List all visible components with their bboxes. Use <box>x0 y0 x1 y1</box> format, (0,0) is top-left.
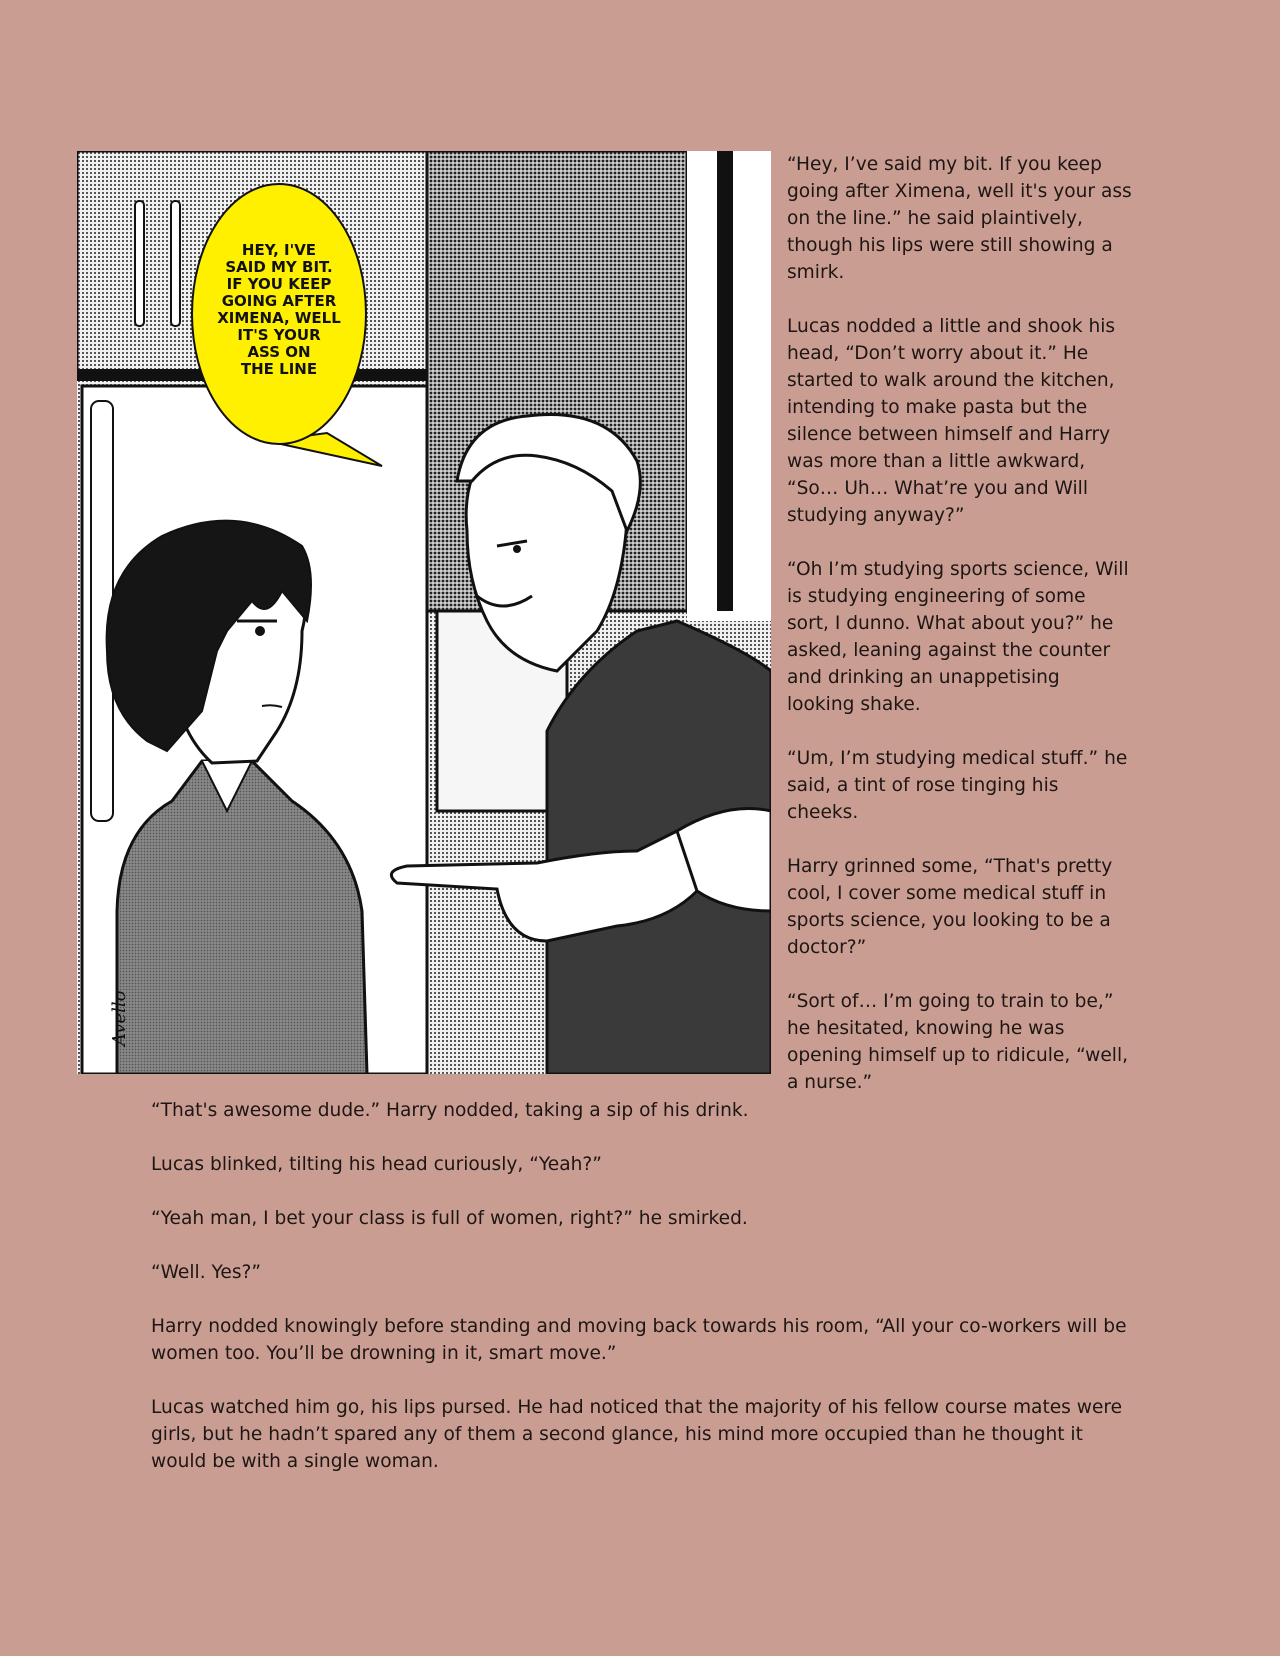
paragraph: Lucas blinked, tilting his head curiously, “Yeah?” <box>151 1154 602 1175</box>
paragraph: “Yeah man, I bet your class is full of women, right?” he smirked. <box>151 1208 748 1229</box>
speech-bubble-line: IT'S YOUR <box>237 326 321 344</box>
paragraph: “Oh I’m studying sports science, Will is studying engineering of some sort, I dunno. What about you?” he asked, leaning against the counter and drinking an unappetising looking shake. <box>787 559 1129 715</box>
speech-bubble-line: GOING AFTER <box>221 292 337 310</box>
svg-text:Avello: Avello <box>109 990 130 1046</box>
paragraph: “Um, I’m studying medical stuff.” he said, a tint of rose tinging his cheeks. <box>787 748 1128 823</box>
paragraph: Harry nodded knowingly before standing and moving back towards his room, “All your co-workers will be women too. You’ll be drowning in it, smart move.” <box>151 1316 1127 1364</box>
side-text-column <box>787 151 1132 1123</box>
paragraph: Lucas watched him go, his lips pursed. He had noticed that the majority of his fellow course mates were girls, but he hadn’t spared any of them a second glance, his mind more occupied than he thought it would be with a single woman. <box>151 1397 1123 1472</box>
speech-bubble-line: ASS ON <box>247 343 311 361</box>
speech-bubble-line: SAID MY BIT. <box>225 258 333 276</box>
paragraph: “Hey, I’ve said my bit. If you keep going after Ximena, well it's your ass on the line.” he said plaintively, though his lips were still showing a smirk. <box>787 154 1132 283</box>
paragraph: Harry grinned some, “That's pretty cool, I cover some medical stuff in sports science, you looking to be a doctor?” <box>787 856 1113 958</box>
artist-signature <box>109 990 130 1048</box>
speech-bubble-line: IF YOU KEEP <box>226 275 332 293</box>
comic-illustration <box>77 151 771 1074</box>
paragraph: Lucas nodded a little and shook his head, “Don’t worry about it.” He started to walk around the kitchen, intending to make pasta but the silence between himself and Harry was more than a little awkward, “So… Uh… What’re you and Will studying anyway?” <box>787 316 1116 526</box>
paragraph: “Sort of… I’m going to train to be,” he hesitated, knowing he was opening himself up to ridicule, “well, a nurse.” <box>787 991 1129 1093</box>
paragraph: “Well. Yes?” <box>151 1262 262 1283</box>
bottom-text-column <box>151 1097 1141 1502</box>
speech-bubble-line: XIMENA, WELL <box>217 309 341 327</box>
comic-panel <box>77 151 771 1074</box>
paragraph: “That's awesome dude.” Harry nodded, taking a sip of his drink. <box>151 1100 749 1121</box>
speech-bubble-line: THE LINE <box>240 360 318 378</box>
speech-bubble-line: HEY, I'VE <box>241 241 317 259</box>
